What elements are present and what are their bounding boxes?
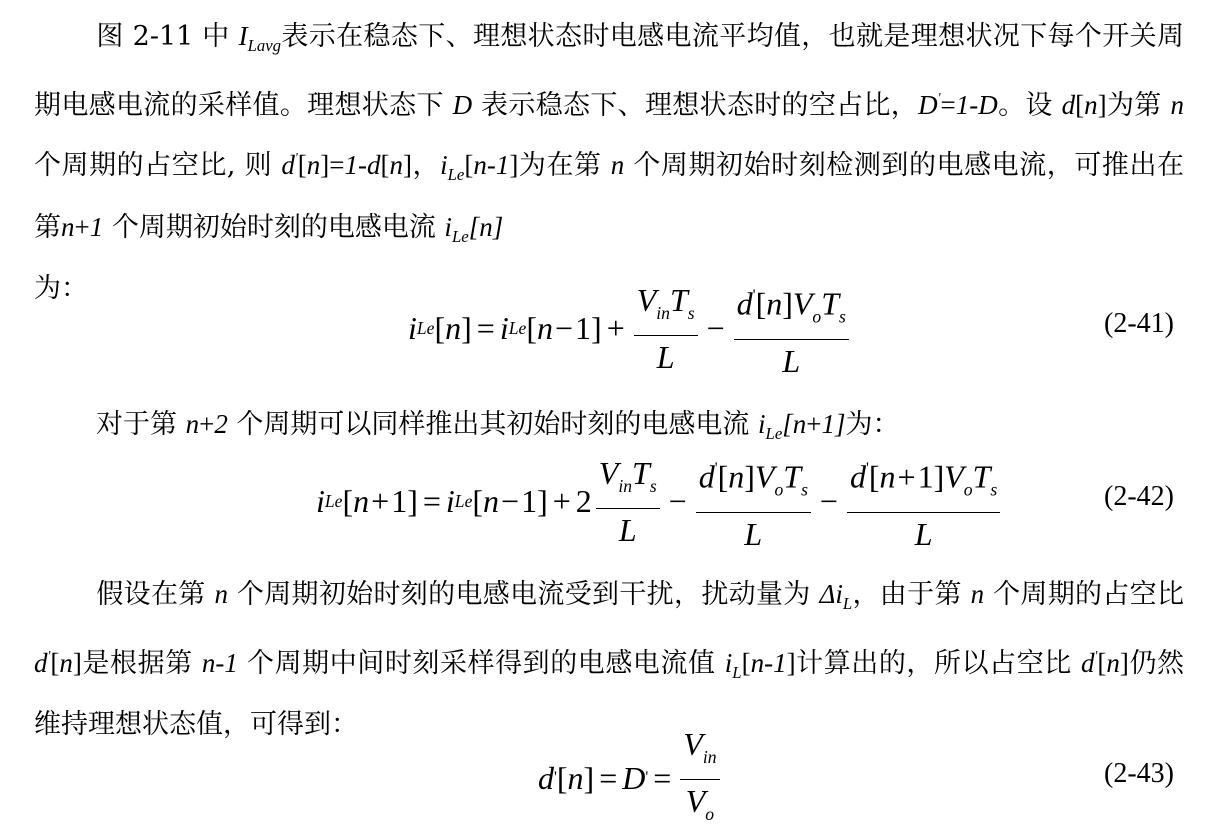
math-il-n-1: $i_L[n-1]$ — [724, 647, 796, 682]
math-n-plus-2: n+2 — [185, 409, 228, 439]
text: 计算出的，所以占空比 — [795, 647, 1081, 679]
equation-number: (2-41) — [1104, 308, 1174, 339]
text: 假设在第 — [96, 579, 215, 610]
paragraph-3 — [34, 568, 1184, 751]
math-d: D — [452, 89, 473, 120]
equation-2-43: d ' [ n ] = D ' = $\frac{V_{in}}{V_o}$ (2-43) — [538, 725, 1174, 824]
math-n-plus-1: n+1 — [61, 211, 104, 242]
math-n: n — [214, 579, 228, 609]
text: 个周期初始时刻的电感电流 — [111, 211, 445, 243]
text: 个周期的占空比, 则 — [34, 150, 282, 182]
text: 。设 — [997, 89, 1062, 121]
math-delta-il: $\Delta i_L$ — [819, 579, 853, 613]
text: 对于第 — [96, 409, 186, 440]
math-dprime-n: d'[n] — [1080, 647, 1129, 678]
equation-2-42: i Le [ n + 1] = i Le [ n − 1] + 2 $\frac{V_{in}T_s}{L}$ − $\frac{d'[n]V_oT_s}{L}$ − $\frac{d'[n+1]V_oT_s}{L}$ (2-42) — [0, 453, 1222, 549]
math-dprime-n: d'[n]=1-d[n] — [281, 149, 412, 181]
text: 为第 — [1106, 89, 1171, 121]
text: 表示稳态下、理想状态时的空占比， — [472, 89, 919, 121]
math-ile-n-plus-1: $i_{Le}[n+1]$ — [758, 409, 846, 443]
paragraph-2 — [34, 398, 1184, 460]
math-d-prime-def: D'=1-D — [918, 89, 998, 120]
math-ile-n-1: $i_{Le}[n-1]$ — [440, 150, 519, 184]
math-n: n — [1170, 89, 1184, 120]
math-n-minus-1: n-1 — [201, 647, 238, 678]
equation-2-41: i Le [ n ] = i Le [ n − 1] + $\frac{V_{in}T_s}{L}$ − $\frac{d'[n]V_oT_s}{L}$ (2-41) — [0, 280, 1222, 376]
equation-number: (2-42) — [1104, 481, 1174, 512]
math-dn: d[n] — [1061, 89, 1107, 120]
text: 图 2-11 中 — [96, 21, 239, 52]
text: ，由于第 — [852, 579, 971, 610]
equation-number: (2-43) — [1104, 758, 1174, 789]
text: 个周期的占空比 — [984, 579, 1184, 610]
text: 是根据第 — [81, 647, 202, 679]
text: 个周期中间时刻采样得到的电感电流值 — [237, 647, 725, 679]
text: 个周期初始时刻检测到的电感电流，可推出在第 — [34, 150, 1184, 243]
text: 表示在稳态下、理想状态时电感电流平均值，也就是理想状况下每个开关周期电感电流的采样值。理想状态下 — [34, 21, 1184, 121]
text: 个周期可以同样推出其初始时刻的电感电流 — [227, 409, 758, 440]
math-i-lavg: $I_{Lavg}$ — [238, 21, 282, 55]
math-n: n — [970, 579, 985, 609]
text: 为在第 — [518, 150, 611, 182]
math-n: n — [610, 150, 625, 181]
text: 为： — [845, 409, 900, 440]
math-dprime-n: d'[n] — [34, 647, 82, 678]
text: 为： — [34, 272, 88, 304]
paragraph-1 — [34, 10, 1184, 315]
text: 仍然维持理想状态值，可得到： — [34, 647, 1185, 740]
math-ile-n: $i_{Le}[n]$ — [444, 211, 504, 246]
text: 个周期初始时刻的电感电流受到干扰，扰动量为 — [228, 579, 820, 610]
text: ， — [411, 150, 441, 182]
